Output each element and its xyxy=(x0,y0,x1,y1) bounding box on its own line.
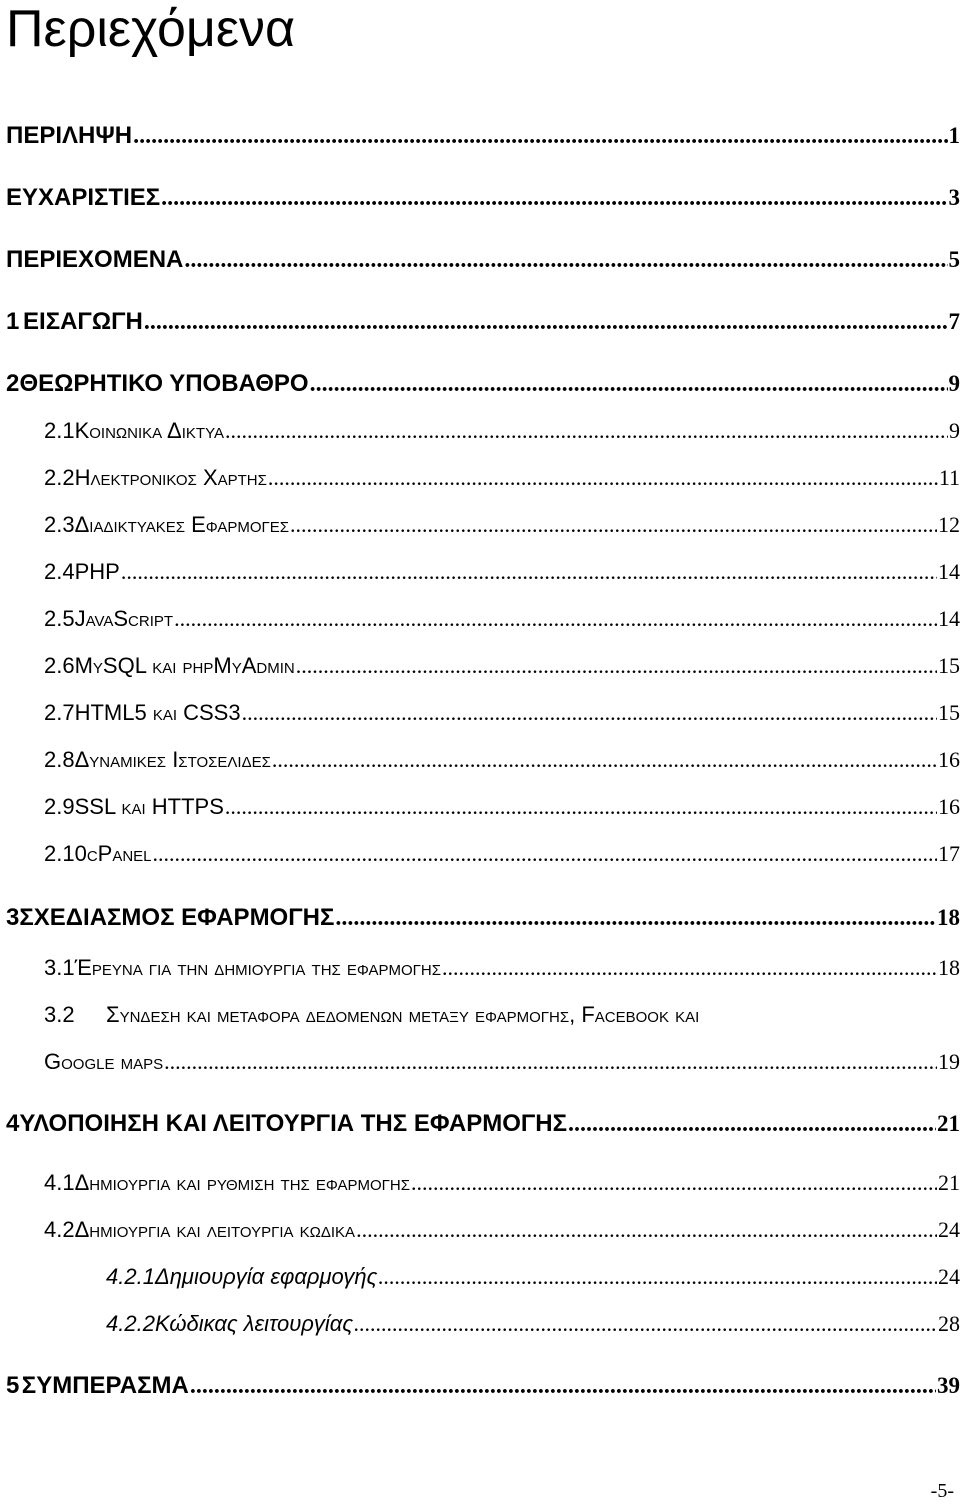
toc-entry-page: 5 xyxy=(948,247,960,272)
toc-entry-page: 14 xyxy=(938,606,960,631)
toc-entry-3[interactable] xyxy=(6,904,960,932)
toc-entry-number: 2.2 xyxy=(44,465,75,490)
toc-entry-page: 21 xyxy=(937,1111,960,1136)
toc-entry-title: Δυναμικες Ιστοσελιδες xyxy=(74,747,271,772)
toc-entry-page: 15 xyxy=(938,653,960,678)
toc-entry-title: Διαδικτυακες Εφαρμογες xyxy=(74,512,290,537)
dot-leader xyxy=(225,794,937,820)
toc-entry-title: Κοινωνικα Δικτυα xyxy=(74,418,224,443)
dot-leader xyxy=(225,418,948,444)
toc-entry-number: 2 xyxy=(6,370,20,397)
toc-entry-page: 12 xyxy=(938,512,960,537)
toc-entry-title: Έρευνα για την δημιουργια της εφαρμογης xyxy=(74,955,442,980)
toc-entry-title: cPanel xyxy=(86,841,152,866)
toc-entry-5[interactable] xyxy=(6,1372,960,1400)
dot-leader xyxy=(310,371,948,398)
toc-entry-title: ΣΥΜΠΕΡΑΣΜΑ xyxy=(21,1372,189,1399)
toc-entry-number: 2.7 xyxy=(44,700,75,725)
toc-entry-abstract[interactable] xyxy=(6,122,960,150)
toc-entry-number: 5 xyxy=(6,1372,20,1399)
dot-leader xyxy=(411,1170,937,1196)
toc-entry-2-8[interactable] xyxy=(44,747,960,773)
toc-entry-number: 2.8 xyxy=(44,747,75,772)
toc-entry-number: 4 xyxy=(6,1110,20,1137)
toc-entry-number: 2.5 xyxy=(44,606,75,631)
toc-entry-title: ΣΧΕΔΙΑΣΜΟΣ ΕΦΑΡΜΟΓΗΣ xyxy=(19,904,335,931)
toc-entry-number: 4.2.1 xyxy=(106,1264,155,1289)
toc-entry-number: 4.2.2 xyxy=(106,1311,155,1336)
toc-entry-title: ΕΙΣΑΓΩΓΗ xyxy=(23,308,143,335)
toc-entry-page: 21 xyxy=(938,1170,960,1195)
toc-entry-page: 18 xyxy=(937,905,960,930)
toc-entry-2-5[interactable] xyxy=(44,606,960,632)
dot-leader xyxy=(133,123,947,150)
toc-entry-2-6[interactable] xyxy=(44,653,960,679)
dot-leader xyxy=(190,1373,936,1400)
toc-entry-4[interactable] xyxy=(6,1110,960,1138)
toc-entry-number: 2.1 xyxy=(44,418,75,443)
dot-leader xyxy=(290,512,937,538)
toc-entry-page: 9 xyxy=(948,371,960,396)
toc-entry-acknowledgements[interactable] xyxy=(6,184,960,212)
toc-entry-title: ΕΥΧΑΡΙΣΤΙΕΣ xyxy=(6,184,161,211)
toc-entry-3-1[interactable] xyxy=(44,955,960,981)
toc-entry-4-2[interactable] xyxy=(44,1217,960,1243)
toc-entry-title: PHP xyxy=(74,559,120,584)
toc-entry-number: 2.10 xyxy=(44,841,87,866)
toc-entry-number: 2.9 xyxy=(44,794,75,819)
toc-entry-2-3[interactable] xyxy=(44,512,960,538)
toc-entry-2-7[interactable] xyxy=(44,700,960,726)
dot-leader xyxy=(242,700,937,726)
toc-entry-number: 3.1 xyxy=(44,955,75,980)
dot-leader xyxy=(568,1111,936,1138)
dot-leader xyxy=(296,653,937,679)
dot-leader xyxy=(354,1311,937,1337)
toc-entry-page: 7 xyxy=(948,309,960,334)
toc-entry-3-2-continued[interactable] xyxy=(44,1049,960,1075)
toc-entry-title: Google maps xyxy=(44,1049,164,1074)
toc-entry-page: 3 xyxy=(948,185,960,210)
page-title: Περιεχόμενα xyxy=(6,0,296,58)
dot-leader xyxy=(272,747,937,773)
toc-entry-title: Ηλεκτρονικος Χαρτης xyxy=(74,465,267,490)
dot-leader xyxy=(144,309,948,336)
toc-entry-number: 2.6 xyxy=(44,653,75,678)
toc-entry-4-2-1[interactable] xyxy=(106,1264,960,1290)
toc-entry-page: 9 xyxy=(949,418,960,443)
toc-entry-title: Δημιουργια και ρυθμιση της εφαρμογης xyxy=(74,1170,410,1195)
page-number-footer: -5- xyxy=(930,1480,954,1502)
toc-entry-page: 24 xyxy=(938,1264,960,1289)
toc-entry-2-10[interactable] xyxy=(44,841,960,867)
toc-entry-page: 14 xyxy=(938,559,960,584)
toc-entry-number: 3.2 xyxy=(44,1002,75,1027)
dot-leader xyxy=(161,185,947,212)
dot-leader xyxy=(442,955,937,981)
toc-entry-page: 24 xyxy=(938,1217,960,1242)
toc-entry-page: 11 xyxy=(938,465,960,490)
toc-entry-2-2[interactable] xyxy=(44,465,960,491)
toc-entry-1[interactable] xyxy=(6,308,960,336)
toc-entry-number: 4.1 xyxy=(44,1170,75,1195)
toc-entry-page: 28 xyxy=(938,1311,960,1336)
toc-entry-number: 2.4 xyxy=(44,559,75,584)
dot-leader xyxy=(121,559,937,585)
toc-entry-title: ΥΛΟΠΟΙΗΣΗ ΚΑΙ ΛΕΙΤΟΥΡΓΙΑ ΤΗΣ ΕΦΑΡΜΟΓΗΣ xyxy=(19,1110,568,1137)
dot-leader xyxy=(184,247,947,274)
toc-entry-title: HTML5 και CSS3 xyxy=(74,700,241,725)
toc-entry-title: ΠΕΡΙΕΧΟΜΕΝΑ xyxy=(6,246,184,273)
toc-entry-title: ΠΕΡΙΛΗΨΗ xyxy=(6,122,133,149)
toc-entry-title: JavaScript xyxy=(74,606,174,631)
toc-entry-title: SSL και HTTPS xyxy=(74,794,224,819)
dot-leader xyxy=(153,841,937,867)
dot-leader xyxy=(174,606,937,632)
toc-entry-title: MySQL και phpMyAdmin xyxy=(74,653,295,678)
dot-leader xyxy=(356,1217,937,1243)
toc-entry-title: Συνδεση και μεταφορα δεδομενων μεταξυ εφαρμογης, Facebook και xyxy=(106,1002,700,1027)
toc-entry-2-4[interactable] xyxy=(44,559,960,585)
toc-entry-contents[interactable] xyxy=(6,246,960,274)
toc-entry-number: 3 xyxy=(6,904,20,931)
toc-entry-title: Κώδικας λειτουργίας xyxy=(154,1311,354,1336)
toc-entry-2-9[interactable] xyxy=(44,794,960,820)
dot-leader xyxy=(378,1264,937,1290)
toc-entry-page: 17 xyxy=(938,841,960,866)
toc-entry-page: 18 xyxy=(938,955,960,980)
toc-entry-2-1[interactable] xyxy=(44,418,960,444)
toc-entry-page: 16 xyxy=(938,747,960,772)
toc-entry-4-2-2[interactable] xyxy=(106,1311,960,1337)
toc-entry-2[interactable] xyxy=(6,370,960,398)
toc-entry-title: Δημιουργια και λειτουργια κωδικα xyxy=(74,1217,356,1242)
toc-entry-4-1[interactable] xyxy=(44,1170,960,1196)
toc-entry-number: 1 xyxy=(6,308,20,335)
dot-leader xyxy=(268,465,938,491)
toc-entry-page: 15 xyxy=(938,700,960,725)
toc-entry-page: 16 xyxy=(938,794,960,819)
toc-entry-title: Δημιουργία εφαρμογής xyxy=(154,1264,378,1289)
toc-entry-number: 4.2 xyxy=(44,1217,75,1242)
toc-entry-page: 19 xyxy=(938,1049,960,1074)
dot-leader xyxy=(164,1049,937,1075)
toc-entry-title: ΘΕΩΡΗΤΙΚΟ ΥΠΟΒΑΘΡΟ xyxy=(19,370,309,397)
dot-leader xyxy=(335,905,936,932)
toc-entry-3-2[interactable] xyxy=(44,1002,960,1028)
toc-entry-page: 1 xyxy=(948,123,960,148)
toc-entry-page: 39 xyxy=(937,1373,960,1398)
toc-entry-number: 2.3 xyxy=(44,512,75,537)
